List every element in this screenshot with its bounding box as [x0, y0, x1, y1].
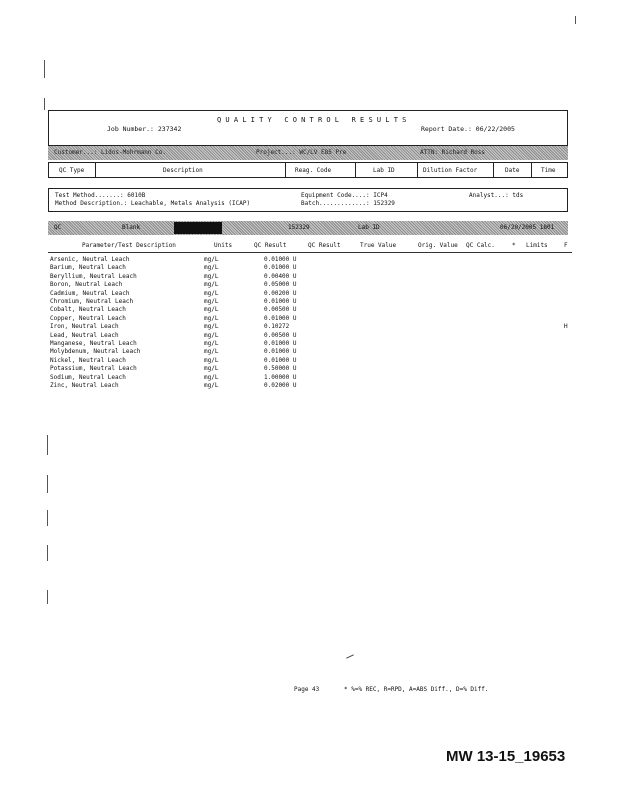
param: Zinc, Neutral Leach [50, 382, 119, 389]
param: Molybdenum, Neutral Leach [50, 348, 141, 356]
margin-mark [44, 98, 45, 110]
analyst: Analyst...: tds [469, 192, 524, 199]
col-time: Time [541, 167, 556, 174]
qc-result: 0.01000 U [264, 256, 297, 263]
qc-result: 0.05000 U [264, 281, 297, 289]
batch: Batch.............: 152329 [301, 200, 395, 207]
qc-result: 0.01000 U [264, 340, 297, 347]
units: mg/L [204, 298, 219, 305]
col-qc-result: QC Result [254, 242, 287, 249]
qc-result: 0.00500 U [264, 306, 297, 314]
col-true-value: True Value [360, 242, 397, 249]
job-number: Job Number.: 237342 [107, 125, 182, 133]
redaction-block [174, 222, 222, 234]
attn-label: ATTN: Richard Ross [420, 149, 486, 156]
units: mg/L [204, 272, 219, 280]
equipment-code: Equipment Code....: ICP4 [301, 192, 388, 199]
margin-mark [47, 590, 48, 604]
param: Sodium, Neutral Leach [50, 373, 126, 381]
margin-mark [47, 435, 48, 455]
divider [285, 163, 286, 177]
method-description: Method Description.: Leachable, Metals Analysis (ICAP) [55, 200, 251, 207]
test-method: Test Method.......: 6010B [55, 192, 146, 199]
param: Barium, Neutral Leach [50, 264, 126, 272]
qc-datetime: 06/20/2005 1801 [500, 224, 555, 231]
col-reag-code: Reag. Code [295, 167, 332, 174]
qc-result: 0.10272 [264, 323, 290, 331]
param: Iron, Neutral Leach [50, 323, 119, 331]
report-date: Report Date.: 06/22/2005 [421, 125, 515, 133]
divider [531, 163, 532, 177]
customer-label: Customer...: Lidos-Mohrmann Co. [54, 149, 166, 156]
header-rule [48, 252, 572, 253]
legend-note: * %=% REC, R=RPD, A=ABS Diff., D=% Diff. [344, 686, 489, 693]
param: Arsenic, Neutral Leach [50, 256, 130, 263]
margin-mark [47, 545, 48, 561]
results-header [48, 241, 572, 251]
units: mg/L [204, 281, 219, 289]
units: mg/L [204, 331, 219, 339]
units: mg/L [204, 365, 219, 373]
param: Beryllium, Neutral Leach [50, 272, 137, 280]
batch-id: 152329 [288, 224, 310, 231]
qc-result: 0.00500 U [264, 331, 297, 339]
param: Copper, Neutral Leach [50, 314, 126, 322]
qc-result: 1.00000 U [264, 373, 297, 381]
col-parameter: Parameter/Test Description [82, 242, 176, 249]
qc-result: 0.01000 U [264, 348, 297, 356]
qc-result: 0.01000 U [264, 314, 297, 322]
units: mg/L [204, 356, 219, 364]
units: mg/L [204, 306, 219, 314]
param: Chromium, Neutral Leach [50, 298, 134, 305]
divider [417, 163, 418, 177]
param: Nickel, Neutral Leach [50, 356, 126, 364]
document-id: MW 13-15_19653 [446, 748, 566, 765]
method-box [48, 188, 568, 212]
col-flag: F [564, 242, 568, 249]
margin-mark [47, 475, 48, 493]
col-lab-id: Lab ID [373, 167, 395, 174]
units: mg/L [204, 289, 219, 297]
param: Potassium, Neutral Leach [50, 365, 137, 373]
blank-label: Blank [122, 224, 141, 231]
divider [493, 163, 494, 177]
divider [355, 163, 356, 177]
col-qc-calc: QC Calc. [466, 242, 495, 249]
divider [95, 163, 96, 177]
margin-mark [575, 16, 576, 24]
col-qc-type: QC Type [59, 167, 85, 174]
qc-result: 0.01000 U [264, 356, 297, 364]
qc-result: 0.01000 U [264, 264, 297, 272]
col-description: Description [163, 167, 203, 174]
col-units: Units [214, 242, 233, 249]
param: Manganese, Neutral Leach [50, 340, 137, 347]
units: mg/L [204, 314, 219, 322]
lab-id-label: Lab ID [358, 224, 380, 231]
param: Lead, Neutral Leach [50, 331, 119, 339]
qc-header-row [48, 162, 568, 178]
margin-mark [47, 510, 48, 526]
report-header-box [48, 110, 568, 146]
qc-sample-bar [48, 221, 568, 235]
col-orig-value: Orig. Value [418, 242, 458, 249]
flag: H [564, 323, 568, 331]
units: mg/L [204, 323, 219, 331]
units: mg/L [204, 373, 219, 381]
customer-bar [48, 146, 568, 160]
col-limits: Limits [526, 242, 548, 249]
qc-result: 0.02000 U [264, 382, 297, 389]
project-label: Project...: WC/LV E85 Pre [256, 149, 347, 156]
units: mg/L [204, 382, 219, 389]
report-title: QUALITY CONTROL RESULTS [217, 116, 411, 124]
qc-result: 0.01000 U [264, 298, 297, 305]
param: Boron, Neutral Leach [50, 281, 123, 289]
param: Cadmium, Neutral Leach [50, 289, 130, 297]
col-dilution-factor: Dilution Factor [423, 167, 478, 174]
units: mg/L [204, 348, 219, 356]
margin-mark [44, 60, 45, 78]
col-date: Date [505, 167, 520, 174]
qc-label: QC [54, 224, 62, 231]
qc-result: 0.50000 U [264, 365, 297, 373]
qc-result: 0.00400 U [264, 272, 297, 280]
scan-mark [346, 654, 354, 658]
units: mg/L [204, 264, 219, 272]
col-star: * [512, 242, 516, 249]
col-qc-result-2: QC Result [308, 242, 341, 249]
page-number: Page 43 [294, 686, 320, 693]
units: mg/L [204, 256, 219, 263]
units: mg/L [204, 340, 219, 347]
qc-result: 0.00200 U [264, 289, 297, 297]
param: Cobalt, Neutral Leach [50, 306, 126, 314]
